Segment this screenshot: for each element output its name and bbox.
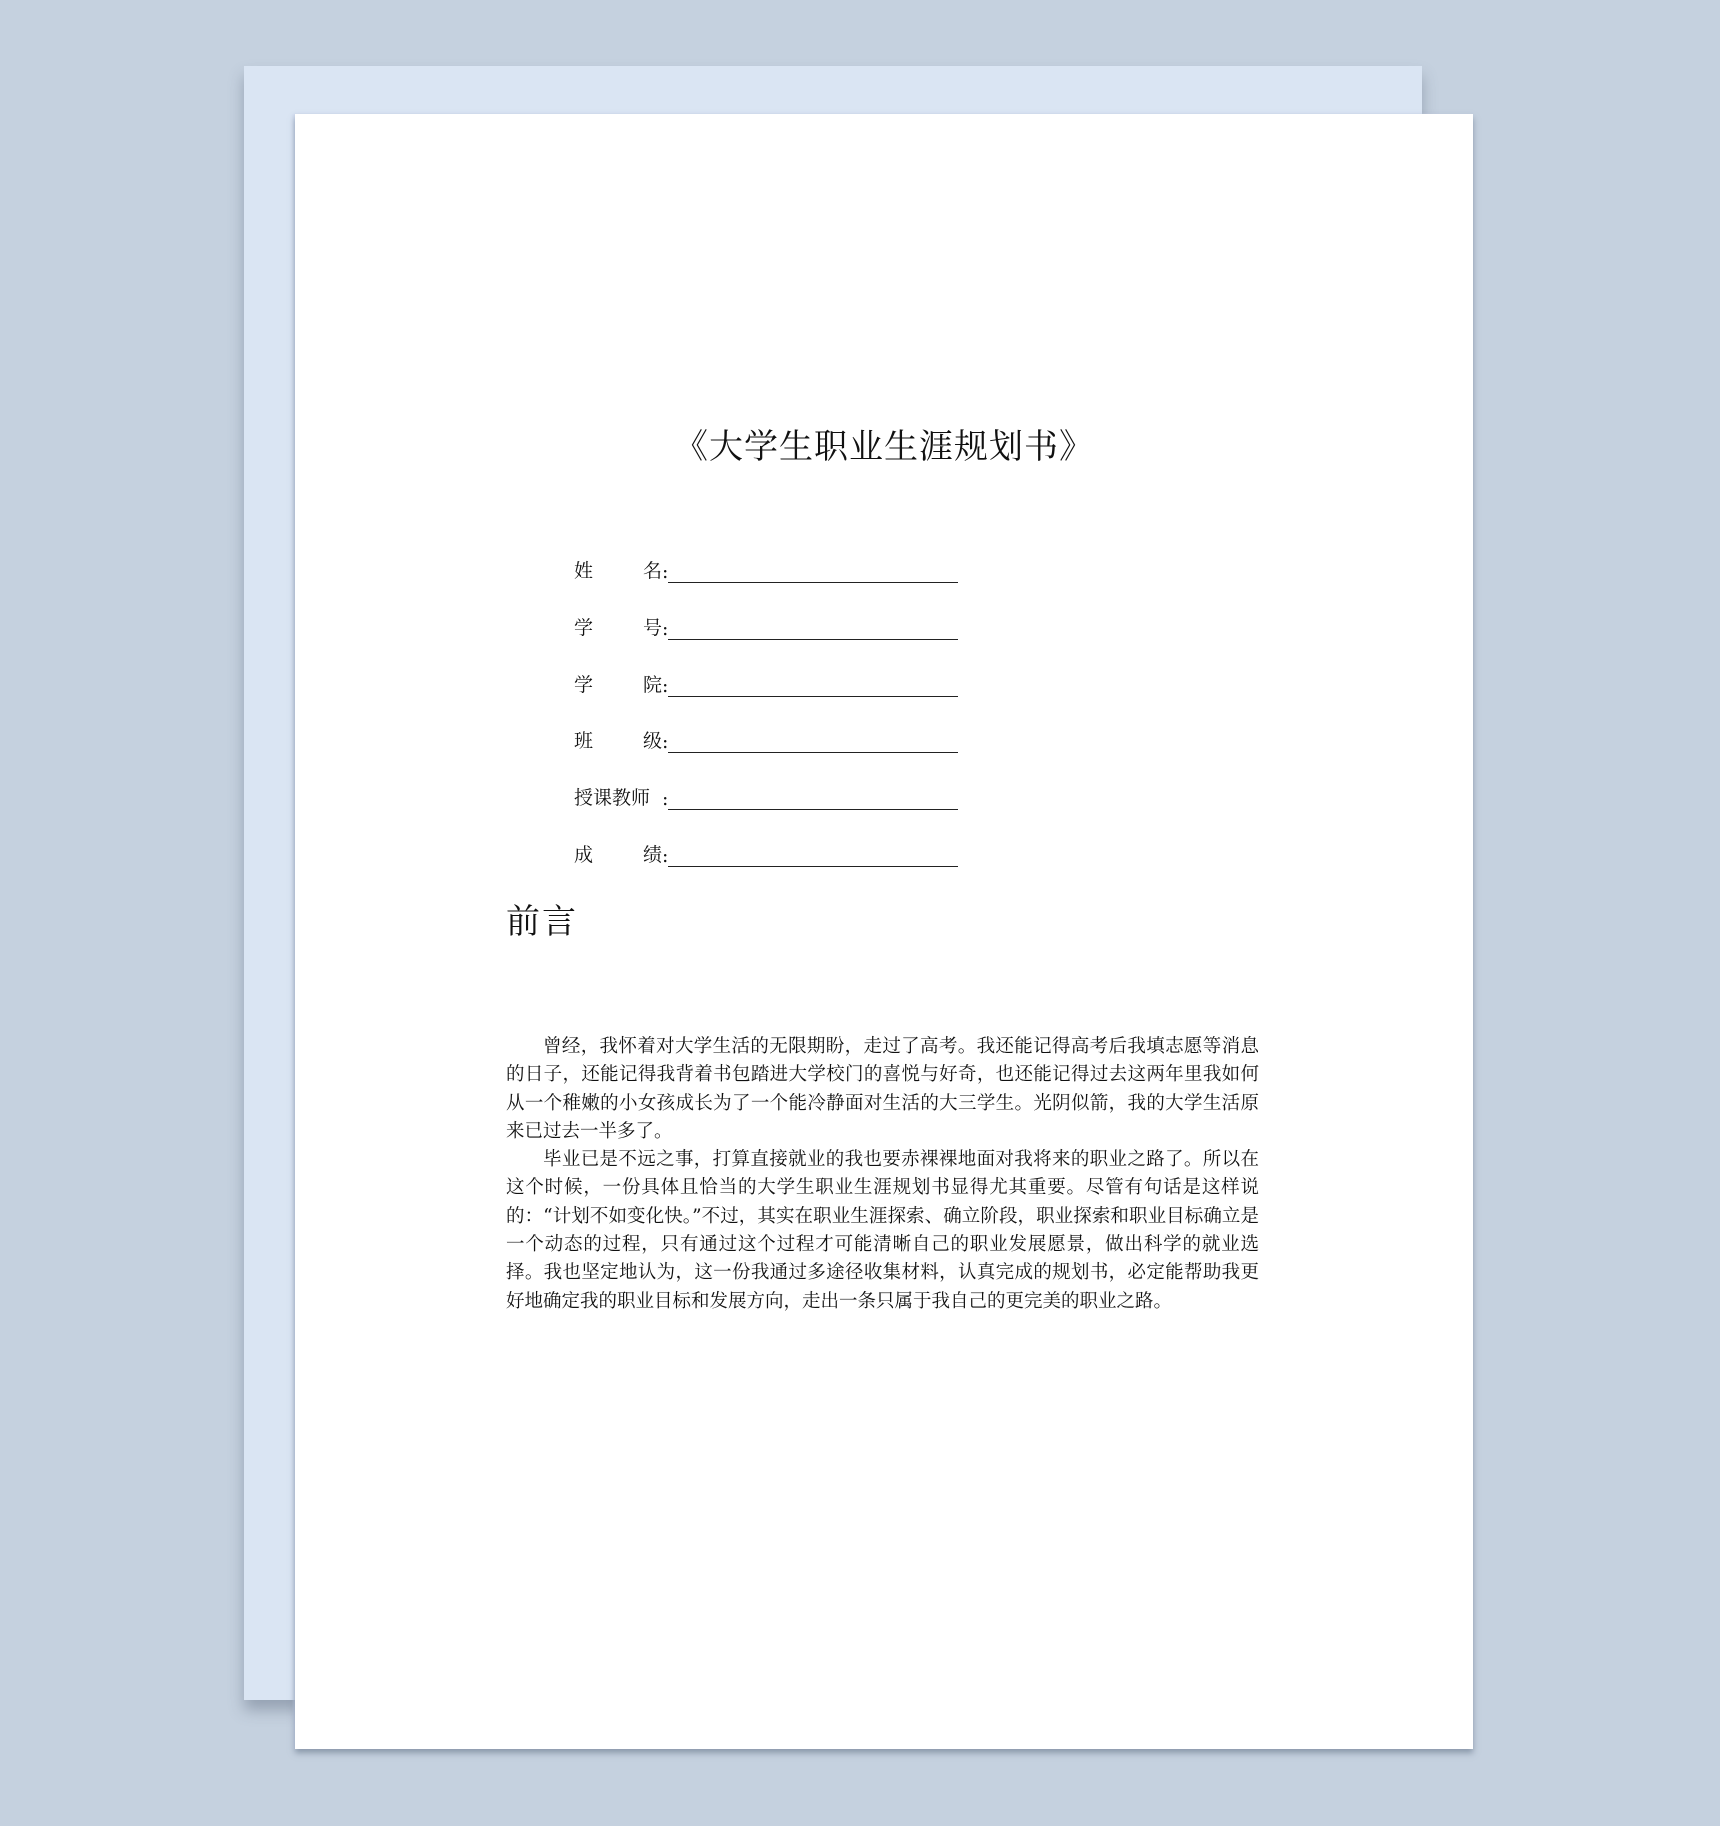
preface-body (506, 1033, 1259, 1316)
grade-field-line[interactable] (668, 842, 958, 867)
form-row-teacher: 授课教师 : (574, 780, 958, 810)
college-field-line[interactable] (668, 672, 958, 697)
form-label: 学 号 (574, 617, 662, 639)
form-label: 成 绩 (574, 844, 662, 866)
form-label: 班 级 (574, 730, 662, 752)
paragraph: 毕业已是不远之事，打算直接就业的我也要赤裸裸地面对我将来的职业之路了。所以在这个时候，一份具体且恰当的大学生职业生涯规划书显得尤其重要。尽管有句话是这样说的：“计划不如变化快。”不过，其实在职业生涯探索、确立阶段，职业探索和职业目标确立是一个动态的过程，只有通过这个过程才可能清晰自己的职业发展愿景，做出科学的就业选择。我也坚定地认为，这一份我通过多途径收集材料，认真完成的规划书，必定能帮助我更好地确定我的职业目标和发展方向，走出一条只属于我自己的更完美的职业之路。 (506, 1149, 1259, 1312)
form-label: 授课教师 (574, 787, 651, 809)
form-row-college: 学 院 : (574, 667, 958, 697)
teacher-field-line[interactable] (668, 785, 958, 810)
student-id-field-line[interactable] (668, 615, 958, 640)
form-label: 姓 名 (574, 560, 662, 582)
form-row-grade: 成 绩 : (574, 837, 958, 867)
preface-heading: 前言 (506, 902, 578, 942)
document-page (295, 114, 1473, 1749)
form-row-name: 姓 名 : (574, 553, 958, 583)
name-field-line[interactable] (668, 558, 958, 583)
form-row-student-id: 学 号 : (574, 610, 958, 640)
class-field-line[interactable] (668, 728, 958, 753)
paragraph: 曾经，我怀着对大学生活的无限期盼，走过了高考。我还能记得高考后我填志愿等消息的日子，还能记得我背着书包踏进大学校门的喜悦与好奇，也还能记得过去这两年里我如何从一个稚嫩的小女孩成长为了一个能冷静面对生活的大三学生。光阴似箭，我的大学生活原来已过去一半多了。 (506, 1036, 1259, 1142)
document-title: 《大学生职业生涯规划书》 (674, 427, 1094, 467)
form-label: 学 院 (574, 674, 662, 696)
form-row-class: 班 级 : (574, 723, 958, 753)
